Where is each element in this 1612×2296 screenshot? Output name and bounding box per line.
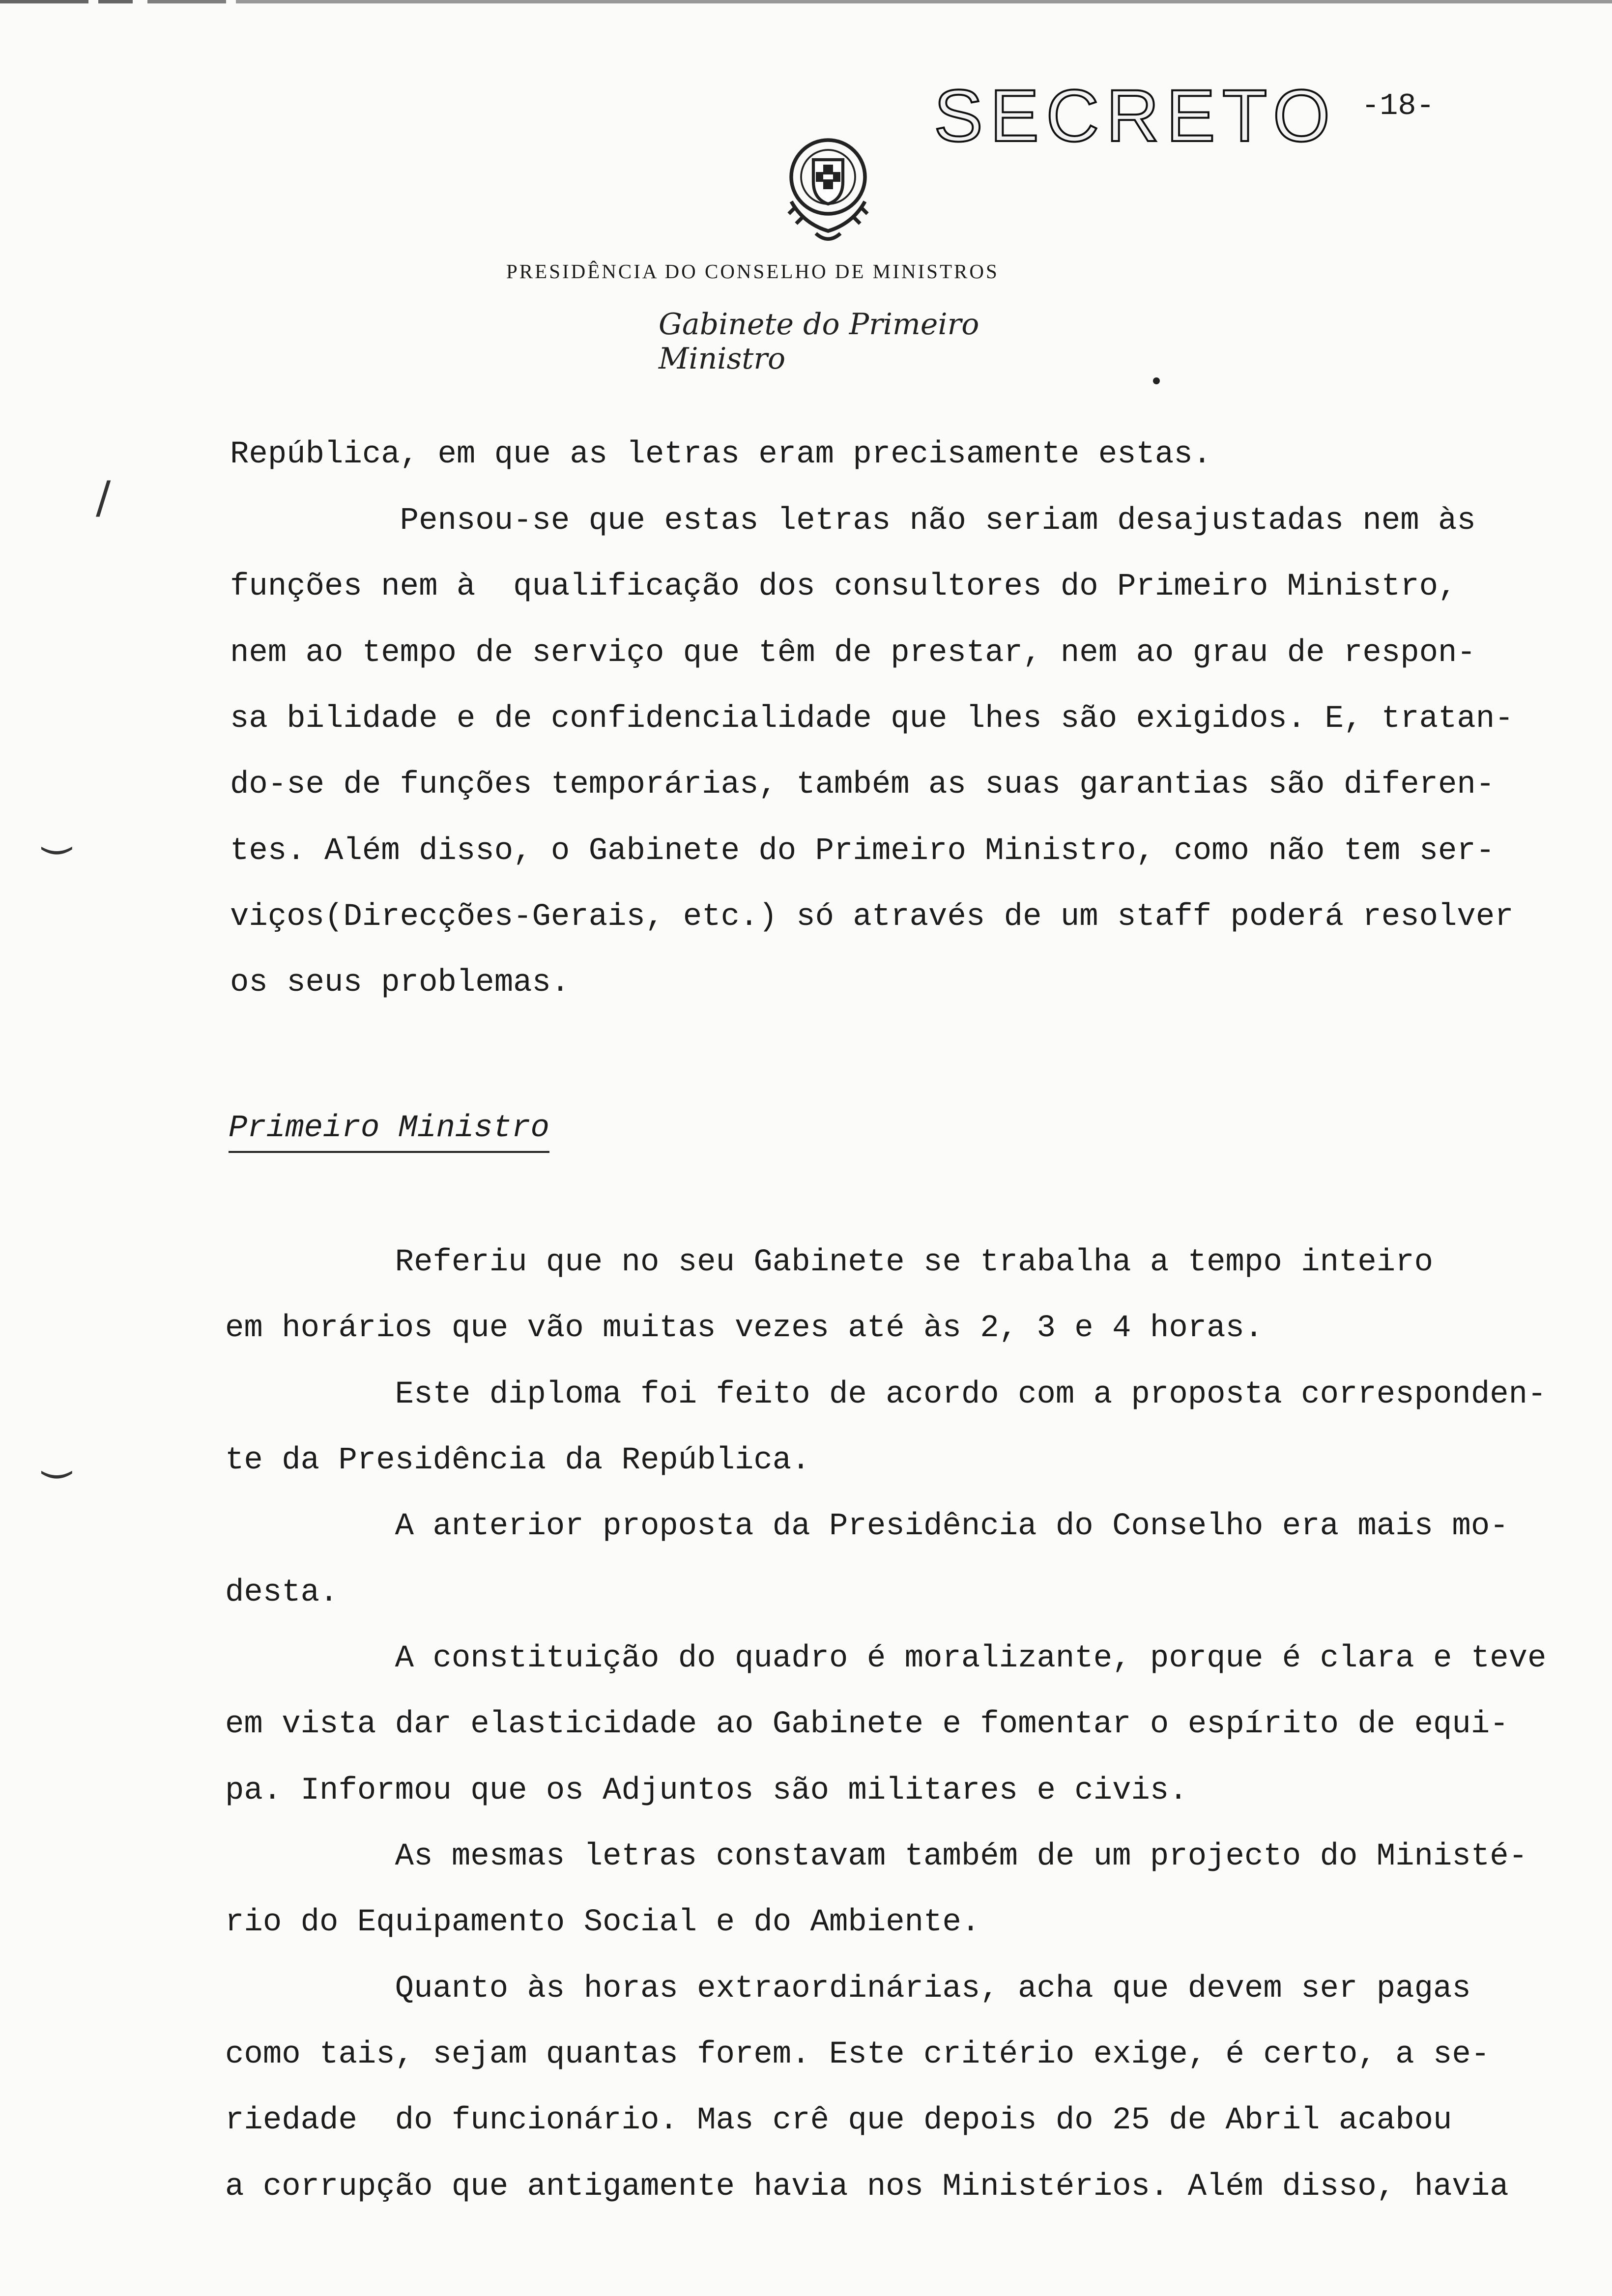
text-line: A constituição do quadro é moralizante, porque é clara e teve <box>225 1641 1547 1676</box>
section-heading: Primeiro Ministro <box>229 1111 549 1153</box>
text-line: em vista dar elasticidade ao Gabinete e fomentar o espírito de equi- <box>225 1707 1509 1742</box>
text-line: em horários que vão muitas vezes até às 2, 3 e 4 horas. <box>225 1311 1264 1346</box>
page-number: -18- <box>1361 88 1435 123</box>
secret-stamp: SECRETO <box>934 74 1337 157</box>
text-line: sa bilidade e de confidencialidade que lhes são exigidos. E, tratan- <box>230 701 1514 737</box>
text-line: do-se de funções temporárias, também as suas garantias são diferen- <box>230 767 1495 803</box>
text-line: riedade do funcionário. Mas crê que depois do 25 de Abril acabou <box>225 2103 1452 2138</box>
text-line: viços(Direcções-Gerais, etc.) só através de um staff poderá resolver <box>230 899 1514 935</box>
text-line: Este diploma foi feito de acordo com a proposta corresponden- <box>225 1377 1547 1412</box>
text-line: A anterior proposta da Presidência do Conselho era mais mo- <box>225 1509 1509 1544</box>
text-line: desta. <box>225 1575 339 1610</box>
text-line: Pensou-se que estas letras não seriam desajustadas nem às <box>230 503 1476 539</box>
text-line: pa. Informou que os Adjuntos são militares e civis. <box>225 1773 1188 1808</box>
text-line: rio do Equipamento Social e do Ambiente. <box>225 1905 980 1940</box>
coat-of-arms-icon <box>767 128 890 251</box>
margin-hole-mark: ( <box>35 844 76 858</box>
text-line: tes. Além disso, o Gabinete do Primeiro Ministro, como não tem ser- <box>230 833 1495 869</box>
margin-hole-mark: ( <box>35 1468 76 1482</box>
text-line: a corrupção que antigamente havia nos Ministérios. Além disso, havia <box>225 2169 1509 2205</box>
text-line: Quanto às horas extraordinárias, acha que devem ser pagas <box>225 1971 1471 2007</box>
text-line: República, em que as letras eram precisamente estas. <box>230 437 1212 472</box>
margin-slash-mark: / <box>96 472 111 523</box>
text-line: Referiu que no seu Gabinete se trabalha a tempo inteiro <box>225 1245 1433 1280</box>
text-line: nem ao tempo de serviço que têm de prestar, nem ao grau de respon- <box>230 635 1476 671</box>
letterhead-office: Gabinete do Primeiro Ministro <box>659 307 979 376</box>
letterhead-institution: PRESIDÊNCIA DO CONSELHO DE MINISTROS <box>506 260 999 283</box>
top-edge-rule <box>0 0 1612 3</box>
ink-dot <box>1153 377 1160 384</box>
text-line: como tais, sejam quantas forem. Este critério exige, é certo, a se- <box>225 2037 1490 2072</box>
text-line: funções nem à qualificação dos consultores do Primeiro Ministro, <box>230 569 1457 604</box>
text-line: os seus problemas. <box>230 965 570 1001</box>
text-line: te da Presidência da República. <box>225 1443 810 1478</box>
text-line: As mesmas letras constavam também de um projecto do Ministé- <box>225 1839 1528 1874</box>
